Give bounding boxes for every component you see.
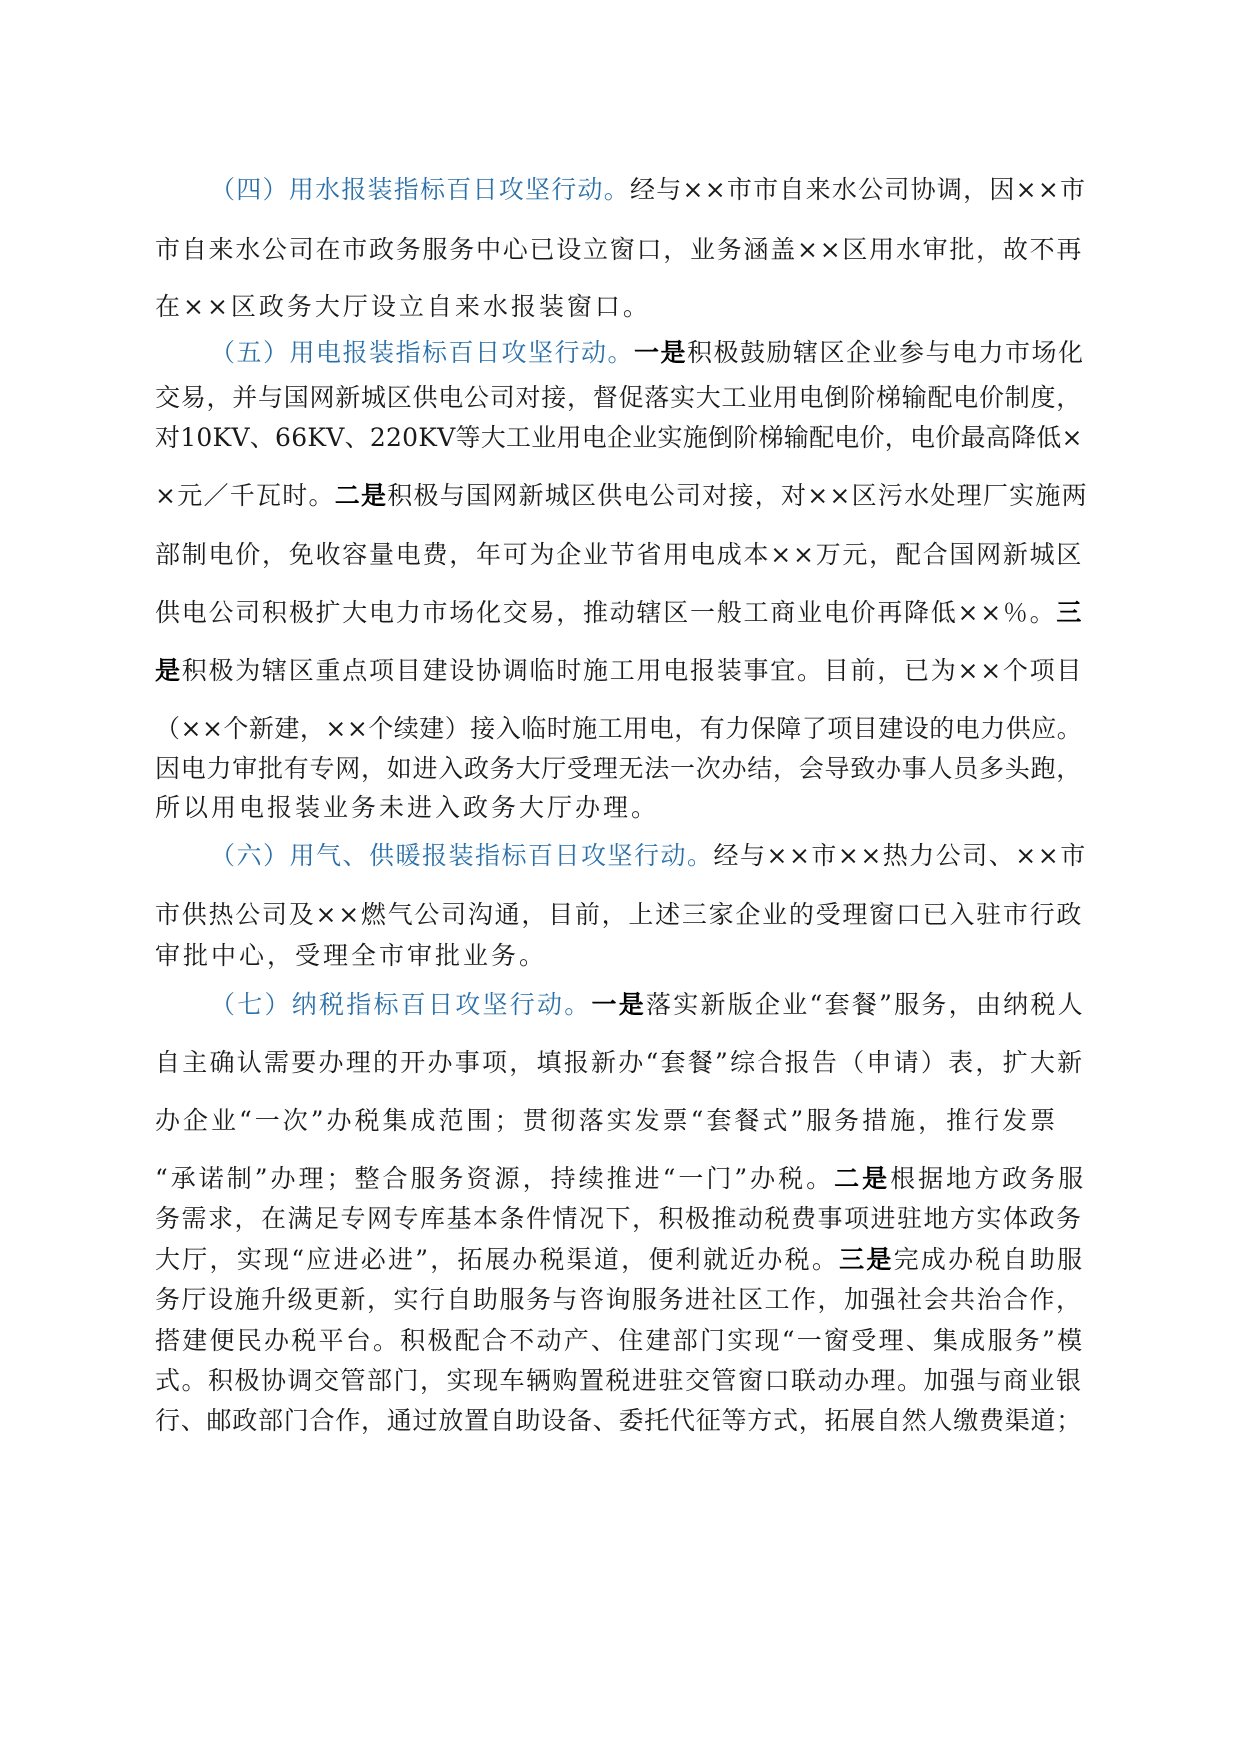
p5-line-4: ×元／千瓦时。二是积极与国网新城区供电公司对接，对××区污水处理厂实施两 — [155, 481, 1088, 510]
p7-line-8: 搭建便民办税平台。积极配合不动产、住建部门实现“一窗受理、集成服务”模 — [155, 1326, 1085, 1355]
p5-heading: （五）用电报装指标百日攻坚行动。 — [210, 338, 635, 367]
p5-line-7: 是积极为辖区重点项目建设协调临时施工用电报装事宜。目前，已为××个项目 — [155, 656, 1084, 685]
p6-line-3: 审批中心，受理全市审批业务。 — [155, 941, 548, 970]
p4-line-3: 在××区政务大厅设立自来水报装窗口。 — [155, 292, 651, 321]
p5-line-10: 所以用电报装业务未进入政务大厅办理。 — [155, 793, 660, 822]
p7-line-5: 务需求，在满足专网专库基本条件情况下，积极推动税费事项进驻地方实体政务 — [155, 1204, 1083, 1233]
p6-line-2: 市供热公司及××燃气公司沟通，目前，上述三家企业的受理窗口已入驻市行政 — [155, 900, 1084, 929]
p7-line-1: （七）纳税指标百日攻坚行动。一是落实新版企业“套餐”服务，由纳税人 — [210, 990, 1085, 1019]
p5-line-5: 部制电价，免收容量电费，年可为企业节省用电成本××万元，配合国网新城区 — [155, 540, 1084, 569]
p7-line-4: “承诺制”办理；整合服务资源，持续推进“一门”办税。二是根据地方政务服 — [155, 1164, 1087, 1193]
p5-line-6: 供电公司积极扩大电力市场化交易，推动辖区一般工商业电价再降低××％。三 — [155, 598, 1084, 627]
p7-line-3: 办企业“一次”办税集成范围；贯彻落实发票“套餐式”服务措施，推行发票 — [155, 1106, 1059, 1135]
p6-heading: （六）用气、供暖报装指标百日攻坚行动。 — [210, 841, 714, 870]
p7-line-6: 大厅，实现“应进必进”，拓展办税渠道，便利就近办税。三是完成办税自助服 — [155, 1245, 1085, 1274]
p5-line-3: 对10KV、66KV、220KV等大工业用电企业实施倒阶梯输配电价，电价最高降低× — [155, 423, 1083, 452]
p6-line-1: （六）用气、供暖报装指标百日攻坚行动。经与××市××热力公司、××市 — [210, 841, 1087, 870]
p7-line-7: 务厅设施升级更新，实行自助服务与咨询服务进社区工作，加强社会共治合作， — [155, 1285, 1083, 1314]
p4-heading: （四）用水报装指标百日攻坚行动。 — [210, 175, 631, 204]
p7-heading: （七）纳税指标百日攻坚行动。 — [210, 990, 592, 1019]
p4-line-1: （四）用水报装指标百日攻坚行动。经与××市市自来水公司协调，因××市 — [210, 175, 1087, 204]
p5-line-9: 因电力审批有专网，如进入政务大厅受理无法一次办结，会导致办事人员多头跑， — [155, 754, 1083, 783]
p7-line-9: 式。积极协调交管部门，实现车辆购置税进驻交管窗口联动办理。加强与商业银 — [155, 1366, 1083, 1395]
p7-line-2: 自主确认需要办理的开办事项，填报新办“套餐”综合报告（申请）表，扩大新 — [155, 1048, 1085, 1077]
p4-line-2: 市自来水公司在市政务服务中心已设立窗口，业务涵盖××区用水审批，故不再 — [155, 235, 1084, 264]
p5-line-1: （五）用电报装指标百日攻坚行动。一是积极鼓励辖区企业参与电力市场化 — [210, 338, 1085, 367]
p7-line-10: 行、邮政部门合作，通过放置自助设备、委托代征等方式，拓展自然人缴费渠道； — [155, 1406, 1083, 1435]
p5-line-8: （××个新建，××个续建）接入临时施工用电，有力保障了项目建设的电力供应。 — [155, 714, 1083, 743]
p5-line-2: 交易，并与国网新城区供电公司对接，督促落实大工业用电倒阶梯输配电价制度， — [155, 383, 1083, 412]
